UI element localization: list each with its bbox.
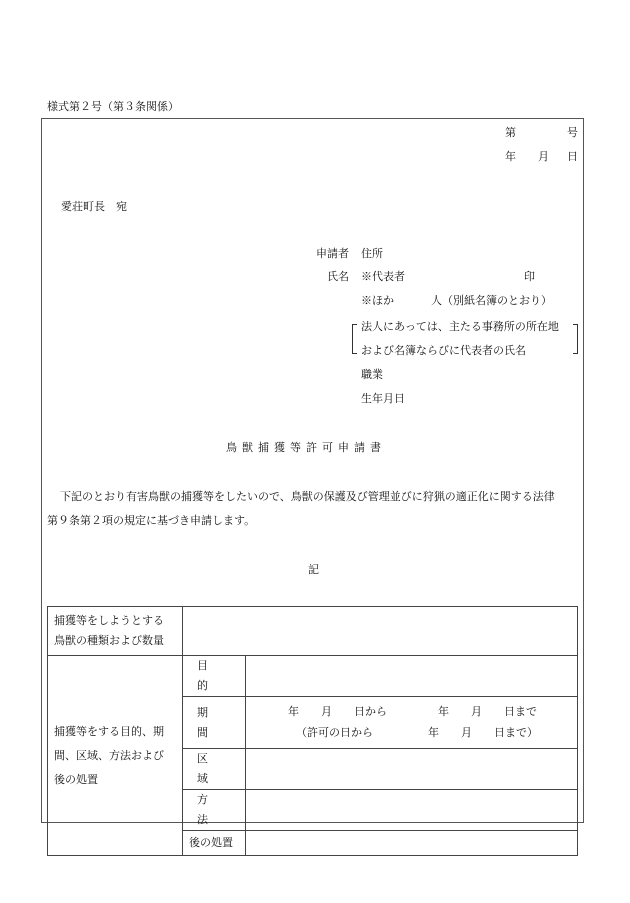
date-day: 日	[567, 150, 578, 163]
document-title: 鳥獣捕獲等許可申請書	[226, 441, 386, 454]
species-header	[48, 607, 183, 656]
purpose-row	[48, 656, 578, 697]
addressee: 愛荘町長 宛	[61, 200, 127, 213]
method-label: 方法	[183, 790, 246, 831]
purpose-group-line2: 間、区域、方法および	[54, 748, 164, 762]
period-to: 年 月 日まで	[438, 704, 537, 718]
others-prefix: ※ほか	[361, 294, 394, 307]
disposal-value	[246, 831, 578, 856]
purpose-group-line1: 捕獲等をする目的、期	[54, 724, 164, 738]
species-value	[183, 607, 578, 656]
species-line1: 捕獲等をしようとする	[54, 614, 164, 627]
area-label: 区域	[183, 749, 246, 790]
body-line1: 下記のとおり有害鳥獣の捕獲等をしたいので、鳥獣の保護及び管理並びに狩猟の適正化に関する法律	[60, 490, 555, 503]
representative-label: ※代表者	[361, 270, 405, 283]
body-line2: 第９条第２項の規定に基づき申請します。	[47, 514, 256, 527]
birthdate-label: 生年月日	[361, 392, 405, 405]
date-year: 年	[505, 150, 516, 163]
period-value	[246, 697, 578, 749]
date-month: 月	[538, 150, 549, 163]
seal-mark: 印	[524, 270, 535, 283]
application-table	[47, 606, 578, 856]
purpose-group-header	[48, 656, 183, 856]
period-label: 期間	[183, 697, 246, 749]
disposal-label: 後の処置	[183, 831, 246, 856]
ki-heading: 記	[308, 563, 319, 576]
name-label: 氏名	[327, 270, 349, 283]
area-value	[246, 749, 578, 790]
others-suffix: 人（別紙名簿のとおり）	[431, 294, 552, 307]
species-line2: 鳥獣の種類および数量	[54, 634, 164, 647]
method-value	[246, 790, 578, 831]
address-label: 住所	[361, 247, 383, 260]
corp-note-line1: 法人にあっては、主たる事務所の所在地	[361, 320, 559, 333]
purpose-group-line3: 後の処置	[54, 772, 98, 786]
left-bracket	[352, 324, 357, 354]
occupation-label: 職業	[361, 368, 383, 381]
doc-no-dai: 第	[505, 126, 516, 139]
right-bracket	[573, 324, 578, 354]
purpose-value	[246, 656, 578, 697]
corp-note-line2: および名簿ならびに代表者の氏名	[361, 344, 526, 357]
period-note: （許可の日から 年 月 日まで）	[296, 725, 538, 739]
species-row	[48, 607, 578, 656]
purpose-label: 目的	[183, 656, 246, 697]
applicant-role-label: 申請者	[316, 247, 349, 260]
period-from: 年 月 日から	[288, 704, 387, 718]
doc-no-go: 号	[567, 126, 578, 139]
form-number: 様式第２号（第３条関係）	[47, 100, 179, 113]
